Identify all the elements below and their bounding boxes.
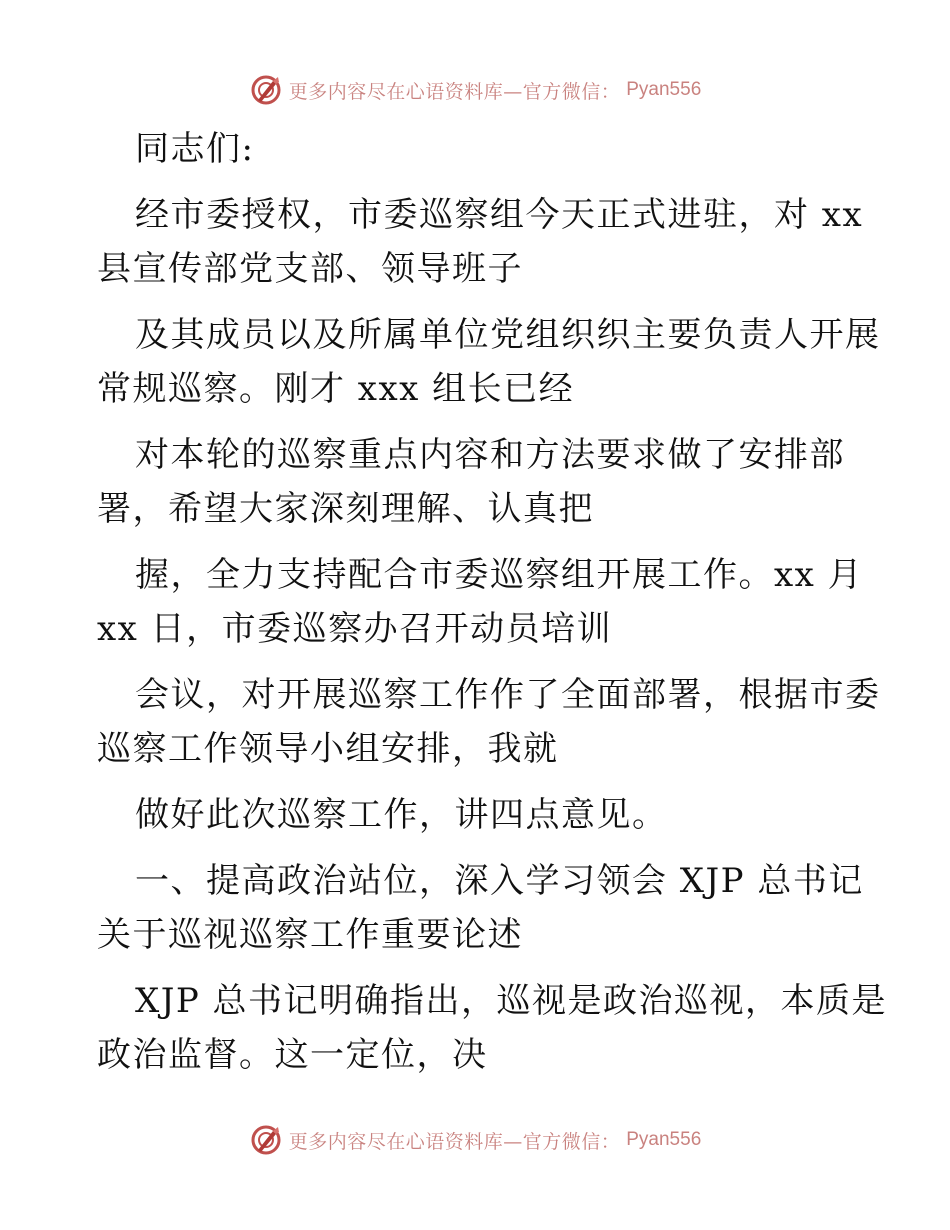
watermark-wechat-id: Pyan556: [626, 1129, 702, 1150]
paragraph-line: 常规巡察。刚才 xxx 组长已经: [97, 369, 575, 409]
heading-line: 关于巡视巡察工作重要论述: [97, 915, 523, 955]
header-watermark: [0, 70, 950, 110]
watermark-text: 更多内容尽在心语资料库—官方微信：: [288, 1130, 621, 1153]
paragraph-7: [97, 974, 888, 1082]
paragraph-line: XJP 总书记明确指出，巡视是政治巡视，本质是: [135, 981, 888, 1021]
paragraph-line: 及其成员以及所属单位党组织织主要负责人开展: [135, 315, 881, 355]
paragraph-line: 会议，对开展巡察工作作了全面部署，根据市委: [135, 675, 881, 715]
watermark-wechat-id: Pyan556: [626, 79, 702, 100]
paragraph-line: 对本轮的巡察重点内容和方法要求做了安排部: [135, 435, 845, 475]
paragraph-5: [97, 668, 881, 776]
document-body: [97, 122, 888, 1094]
paragraph-line: xx 日，市委巡察办召开动员培训: [97, 609, 613, 649]
paragraph-4: [97, 548, 864, 656]
heading-line: 一、提高政治站位，深入学习领会 XJP 总书记: [135, 861, 864, 901]
paragraph-1: [97, 188, 864, 296]
paragraph-line: 做好此次巡察工作，讲四点意见。: [135, 795, 668, 835]
quill-logo-icon: [249, 1123, 283, 1157]
paragraph-2: [97, 308, 881, 416]
footer-watermark: [0, 1120, 950, 1160]
paragraph-line: 县宣传部党支部、领导班子: [97, 249, 523, 289]
paragraph-6: [97, 788, 857, 842]
paragraph-line: 经市委授权，市委巡察组今天正式进驻，对 xx: [135, 195, 864, 235]
watermark-text: 更多内容尽在心语资料库—官方微信：: [288, 80, 621, 103]
section-heading-1: [97, 854, 864, 962]
salutation: 同志们:: [135, 129, 255, 169]
paragraph-line: 握，全力支持配合市委巡察组开展工作。xx 月: [135, 555, 864, 595]
paragraph-line: 署，希望大家深刻理解、认真把: [97, 489, 594, 529]
paragraph-line: 政治监督。这一定位，决: [97, 1035, 488, 1075]
quill-logo-icon: [249, 73, 283, 107]
paragraph-3: [97, 428, 857, 536]
paragraph-line: 巡察工作领导小组安排，我就: [97, 729, 559, 769]
